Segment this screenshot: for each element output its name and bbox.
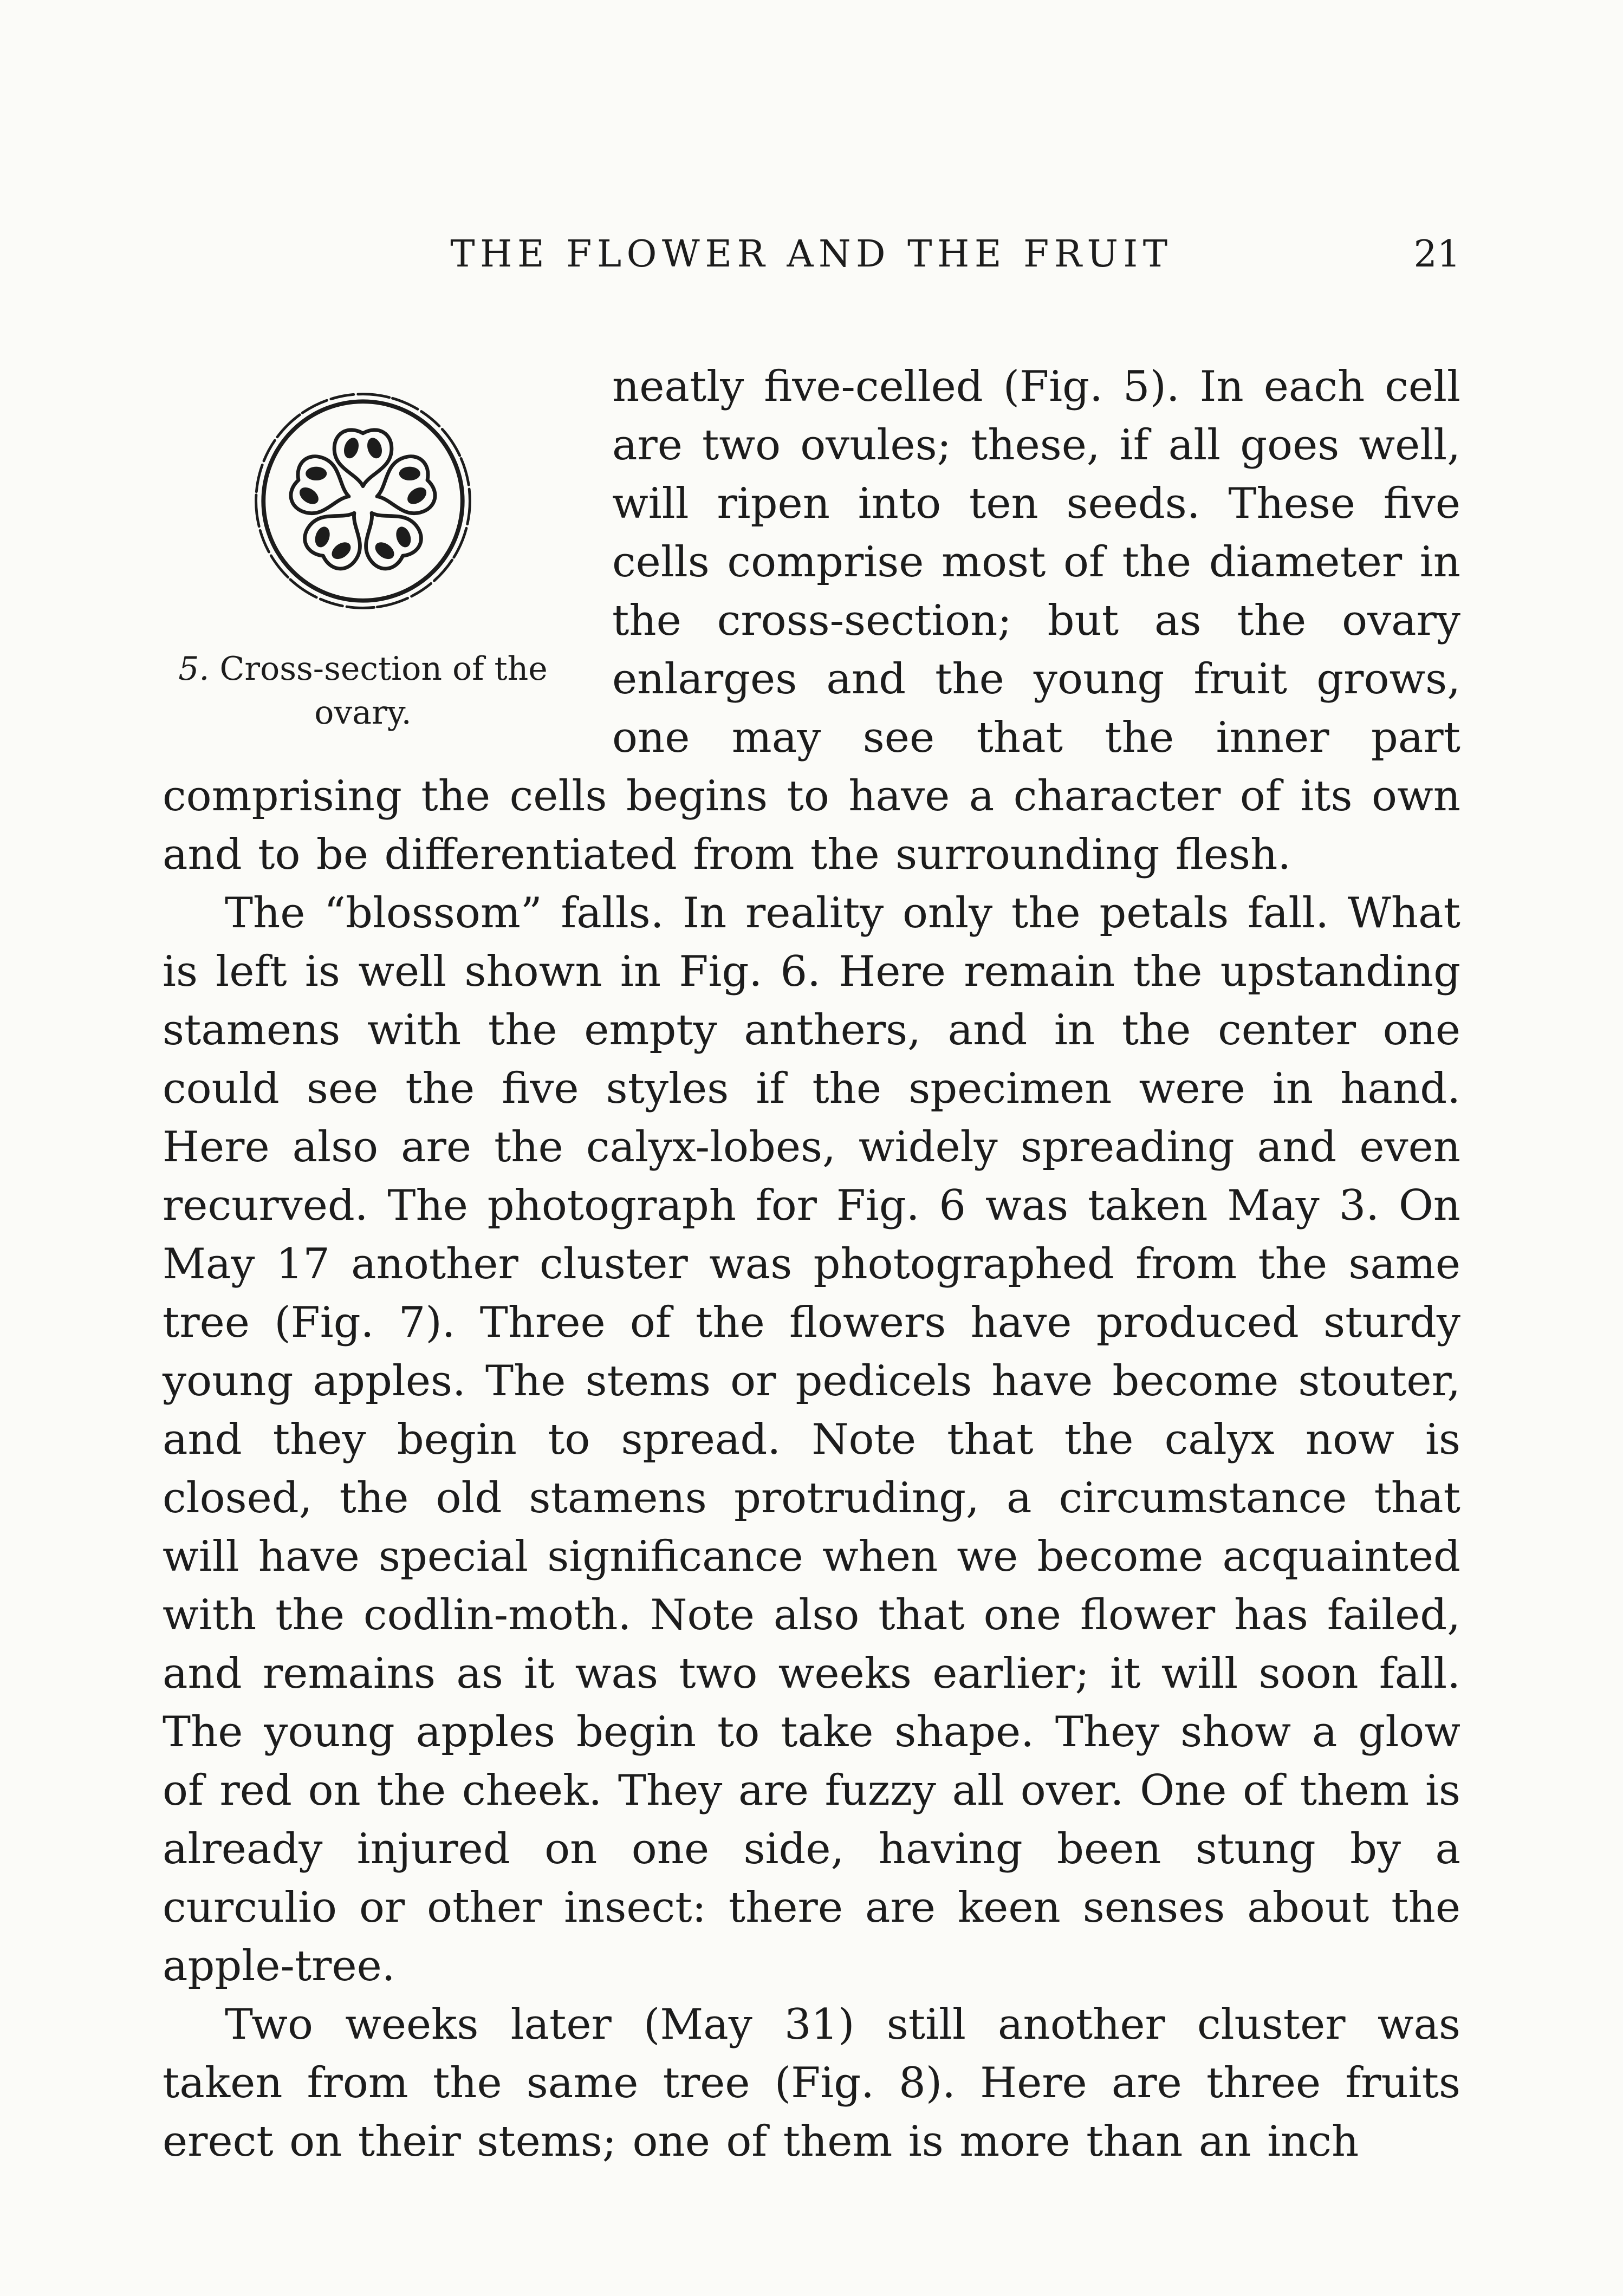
seed-cell: [368, 452, 439, 524]
page-number: 21: [1413, 233, 1460, 276]
ovary-cross-section-illustration: [246, 385, 479, 617]
figure-caption: [163, 647, 563, 735]
page-body: [163, 357, 1460, 2171]
seed-cell: [334, 430, 392, 486]
paragraph-3: Two weeks later (May 31) still another cluster was taken from the same tree (Fig. 8). Here are three fruits erect on their stems; one of them is more than an inch: [163, 2000, 1460, 2166]
figure-caption-number: 5.: [178, 650, 210, 688]
figure-caption-text: Cross-section of the ovary.: [219, 650, 548, 732]
page-title: THE FLOWER AND THE FRUIT: [450, 233, 1173, 276]
paragraph-2: The “blossom” falls. In reality only the petals fall. What is left is well shown in Fig. 6. Here remain the upstanding stamens with the empty anthers, and in the center one could see the five styles if the specimen were in hand. Here also are the calyx-lobes, widely spreading and even recurved. The photograph for Fig. 6 was taken May 3. On May 17 another cluster was photographed from the same tree (Fig. 7). Three of the flowers have produced sturdy young apples. The stems or pedicels have become stouter, and they begin to spread. Note that the calyx now is closed, the old stamens protruding, a circumstance that will have special significance when we become acquainted with the codlin-moth. Note also that one flower has failed, and remains as it was two weeks earlier; it will soon fall. The young apples begin to take shape. They show a glow of red on the cheek. They are fuzzy all over. One of them is already injured on one side, having been stung by a curculio or other insect: there are keen senses about the apple-tree.: [163, 889, 1460, 1991]
seed-cell: [298, 496, 378, 575]
running-header: [163, 233, 1460, 287]
figure-5: [163, 368, 563, 735]
seed-cell: [287, 452, 358, 524]
seed-cell: [348, 496, 428, 575]
paragraph-1: neatly five-celled (Fig. 5). In each cell are two ovules; these, if all goes well, will ripen into ten seeds. These five cells comprise most of the diameter in the cross-section; but as the ovary enlarges and the young fruit grows, one may see that the inner part comprising the cells begins to have a character of its own and to be differentiated from the surrounding flesh.: [163, 362, 1460, 879]
